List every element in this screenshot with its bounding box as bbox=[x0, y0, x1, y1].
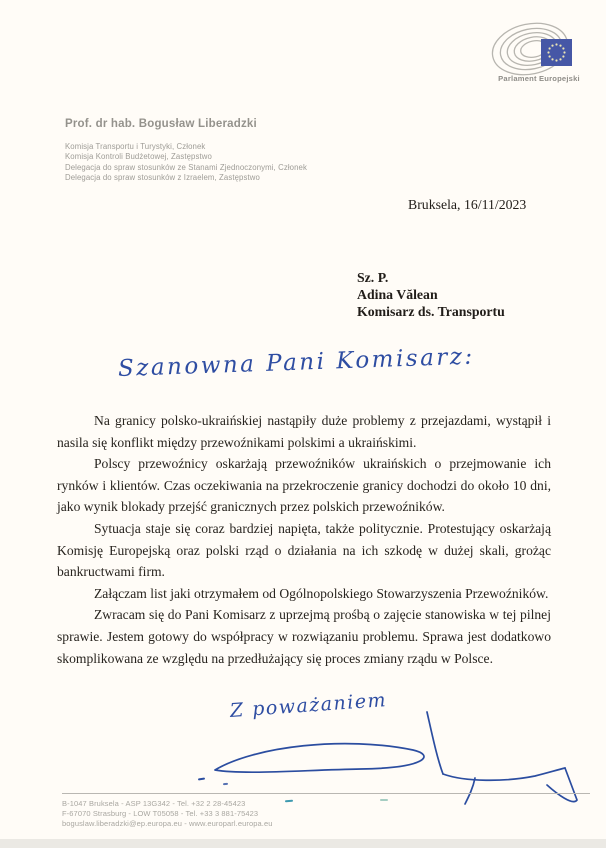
sender-role-line: Komisja Kontroli Budżetowej, Zastępstwo bbox=[65, 152, 212, 162]
body-paragraph: Sytuacja staje się coraz bardziej napięta, także politycznie. Protestujący oskarżają Komisję Europejską oraz polski rząd o działania na ich szkodę w dużej skali, grożąc bankructwami firm. bbox=[57, 520, 551, 580]
recipient-title: Komisarz ds. Transportu bbox=[357, 303, 505, 319]
ink-speck bbox=[223, 783, 228, 785]
dateline: Bruksela, 16/11/2023 bbox=[408, 197, 527, 212]
logo-caption: Parlament Europejski bbox=[498, 74, 580, 83]
sender-role-line: Komisja Transportu i Turystyki, Członek bbox=[65, 142, 206, 151]
letter-body bbox=[57, 410, 551, 669]
footer-email-web: boguslaw.liberadzki@ep.europa.eu - www.europarl.europa.eu bbox=[62, 819, 273, 828]
body-paragraph: Zwracam się do Pani Komisarz z uprzejmą prośbą o zajęcie stanowiska w tej pilnej sprawie. Jestem gotowy do współpracy w rozwiązaniu problemu. Sprawa jest dodatkowo skomplikowana ze względu na przedłużający się proces zmiany rządu w Polsce. bbox=[57, 607, 551, 666]
body-paragraph: Załączam list jaki otrzymałem od Ogólnopolskiego Stowarzyszenia Przewoźników. bbox=[94, 585, 549, 601]
sender-role-line: Delegacja do spraw stosunków z Izraelem, Zastępstwo bbox=[65, 173, 260, 183]
sender-roles bbox=[65, 142, 307, 184]
ink-speck bbox=[380, 799, 388, 801]
footer-address-brussels: B-1047 Bruksela - ASP 13G342 - Tel. +32 2 28-45423 bbox=[62, 799, 246, 808]
recipient-name: Adina Vălean bbox=[357, 286, 438, 302]
footer-divider bbox=[62, 793, 590, 794]
handwritten-salutation: Szanowna Pani Komisarz: bbox=[117, 343, 476, 382]
european-parliament-logo bbox=[482, 16, 596, 83]
sender-name: Prof. dr hab. Bogusław Liberadzki bbox=[65, 118, 257, 130]
body-paragraph: Polscy przewoźnicy oskarżają przewoźników ukraińskich o przejmowanie ich rynków i klientów. Czas oczekiwania na przekroczenie granicy dochodzi do około 10 dni, jako wynik blokady przejść granicznych przez polskich przewoźników. bbox=[57, 456, 551, 515]
hemicycle-arcs-icon bbox=[484, 16, 594, 78]
footer-address-strasbourg: F-67070 Strasburg - LOW T05058 - Tel. +33 3 881-75423 bbox=[62, 809, 259, 818]
handwritten-closing: Z poważaniem bbox=[229, 689, 388, 722]
sender-role-line: Delegacja do spraw stosunków ze Stanami Zjednoczonymi, Członek bbox=[65, 162, 307, 172]
eu-flag-icon bbox=[541, 39, 572, 66]
recipient-block bbox=[357, 270, 505, 320]
body-paragraph: Na granicy polsko-ukraińskiej nastąpiły duże problemy z przejazdami, wystąpił i nasila się konflikt między przewoźnikami polskimi a ukraińskimi. bbox=[57, 413, 551, 450]
contact-footer bbox=[62, 799, 273, 829]
recipient-salutation-abbr: Sz. P. bbox=[357, 270, 389, 285]
scan-edge-band bbox=[0, 839, 606, 848]
